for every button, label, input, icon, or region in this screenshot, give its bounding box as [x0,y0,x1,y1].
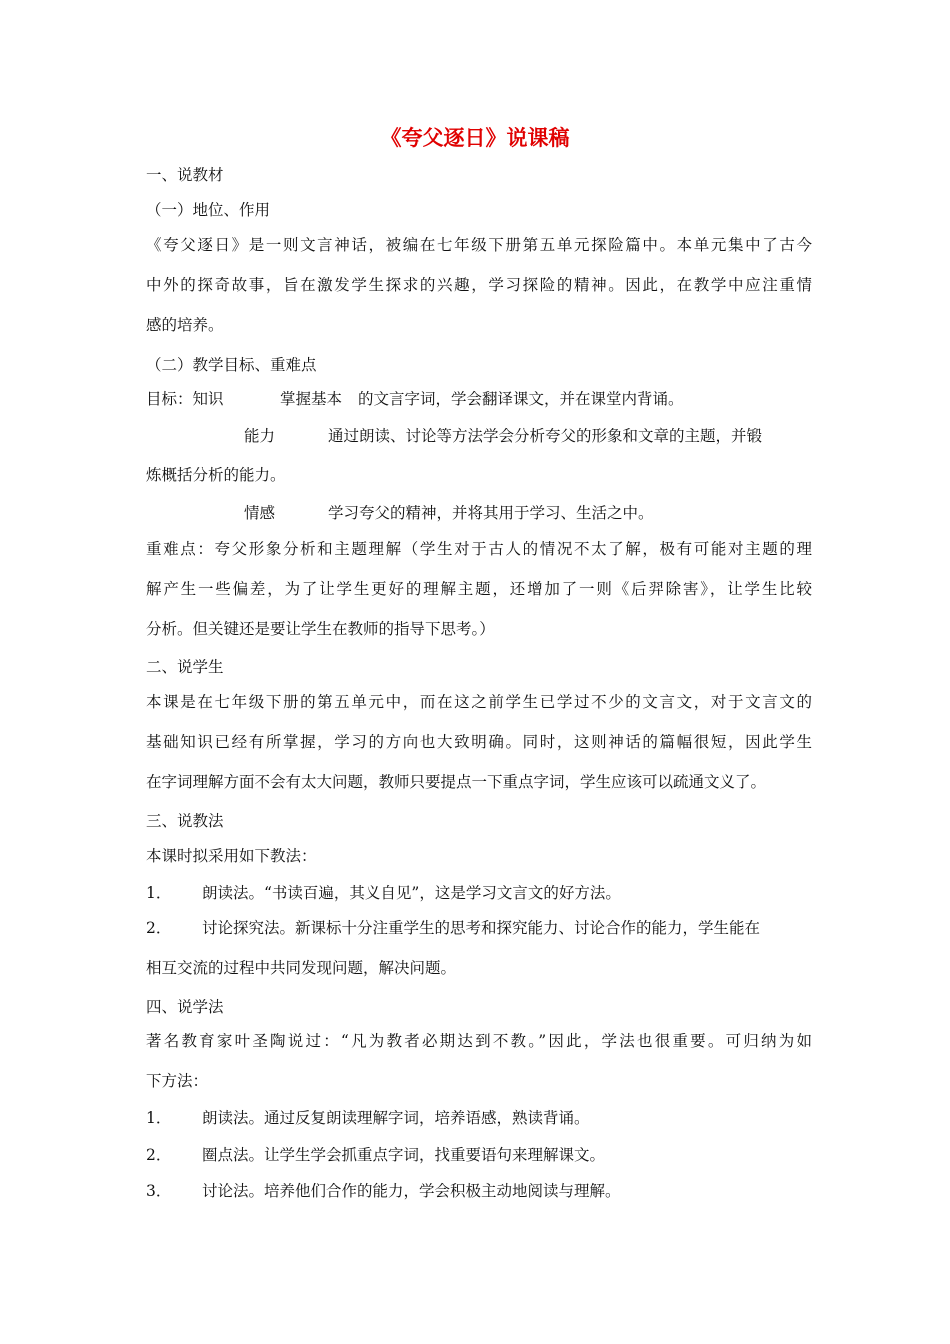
emotion-text: 学习夸父的精神，并将其用于学习、生活之中。 [328,504,654,522]
section-heading-teaching-material: 一、说教材 [146,166,224,184]
teaching-methods-intro: 本课时拟采用如下教法： [146,847,317,865]
list-number: 3． [146,1182,172,1200]
goal-knowledge-part-b: 的文言字词，学会翻译课文，并在课堂内背诵。 [358,390,684,408]
list-text: 圈点法。让学生学会抓重点字词，找重要语句来理解课文。 [202,1146,606,1164]
paragraph-line: 本课是在七年级下册的第五单元中，而在这之前学生已学过不少的文言文，对于文言文的 [146,693,812,711]
list-number: 2． [146,919,172,937]
list-text: 朗读法。“书读百遍，其义自见”，这是学习文言文的好方法。 [202,884,621,902]
list-item [146,1145,812,1165]
paragraph-line: 《夸父逐日》是一则文言神话，被编在七年级下册第五单元探险篇中。本单元集中了古今 [146,236,812,254]
list-number: 1． [146,884,172,902]
subheading-position-role: （一）地位、作用 [146,201,271,219]
ability-text-continued: 炼概括分析的能力。 [146,466,286,484]
paragraph-line: 中外的探奇故事，旨在激发学生探求的兴趣，学习探险的精神。因此，在教学中应注重情 [146,276,812,294]
ability-label: 能力 [244,427,276,445]
paragraph-line: 在字词理解方面不会有太大问题，教师只要提点一下重点字词，学生应该可以疏通文义了。 [146,773,767,791]
list-text: 朗读法。通过反复朗读理解字词，培养语感，熟读背诵。 [202,1109,590,1127]
goal-knowledge-row [146,389,812,409]
list-item [146,1108,812,1128]
subheading-objectives: （二）教学目标、重难点 [146,356,317,374]
list-text: 讨论法。培养他们合作的能力，学会积极主动地阅读与理解。 [202,1182,621,1200]
section-heading-learning-methods: 四、说学法 [146,998,224,1016]
difficulty-line: 分析。但关键还是要让学生在教师的指导下思考。） [146,620,495,638]
paragraph-line: 基础知识已经有所掌握，学习的方向也大致明确。同时，这则神话的篇幅很短，因此学生 [146,733,812,751]
difficulty-line: 解产生一些偏差，为了让学生更好的理解主题，还增加了一则《后羿除害》，让学生比较 [146,580,812,598]
paragraph-line: 下方法： [146,1072,209,1090]
document-title: 《夸父逐日》说课稿 [380,125,570,150]
ability-text: 通过朗读、讨论等方法学会分析夸父的形象和文章的主题，并锻 [328,427,763,445]
list-number: 2． [146,1146,172,1164]
difficulty-line: 重难点：夸父形象分析和主题理解（学生对于古人的情况不太了解，极有可能对主题的理 [146,540,812,558]
list-item-continued: 相互交流的过程中共同发现问题，解决问题。 [146,959,457,977]
paragraph-line: 感的培养。 [146,316,224,334]
list-item [146,1181,812,1201]
goal-label: 目标：知识 [146,390,224,408]
section-heading-teaching-methods: 三、说教法 [146,812,224,830]
list-text: 讨论探究法。新课标十分注重学生的思考和探究能力、讨论合作的能力，学生能在 [202,919,761,937]
paragraph-line: 著名教育家叶圣陶说过：“凡为教者必期达到不教。”因此，学法也很重要。可归纳为如 [146,1032,812,1050]
list-item [146,918,812,938]
list-number: 1． [146,1109,172,1127]
section-heading-students: 二、说学生 [146,658,224,676]
goal-knowledge-part-a: 掌握基本 [280,390,343,408]
list-item [146,883,812,903]
goal-ability-row [244,426,812,446]
goal-emotion-row [244,503,812,523]
emotion-label: 情感 [244,504,276,522]
